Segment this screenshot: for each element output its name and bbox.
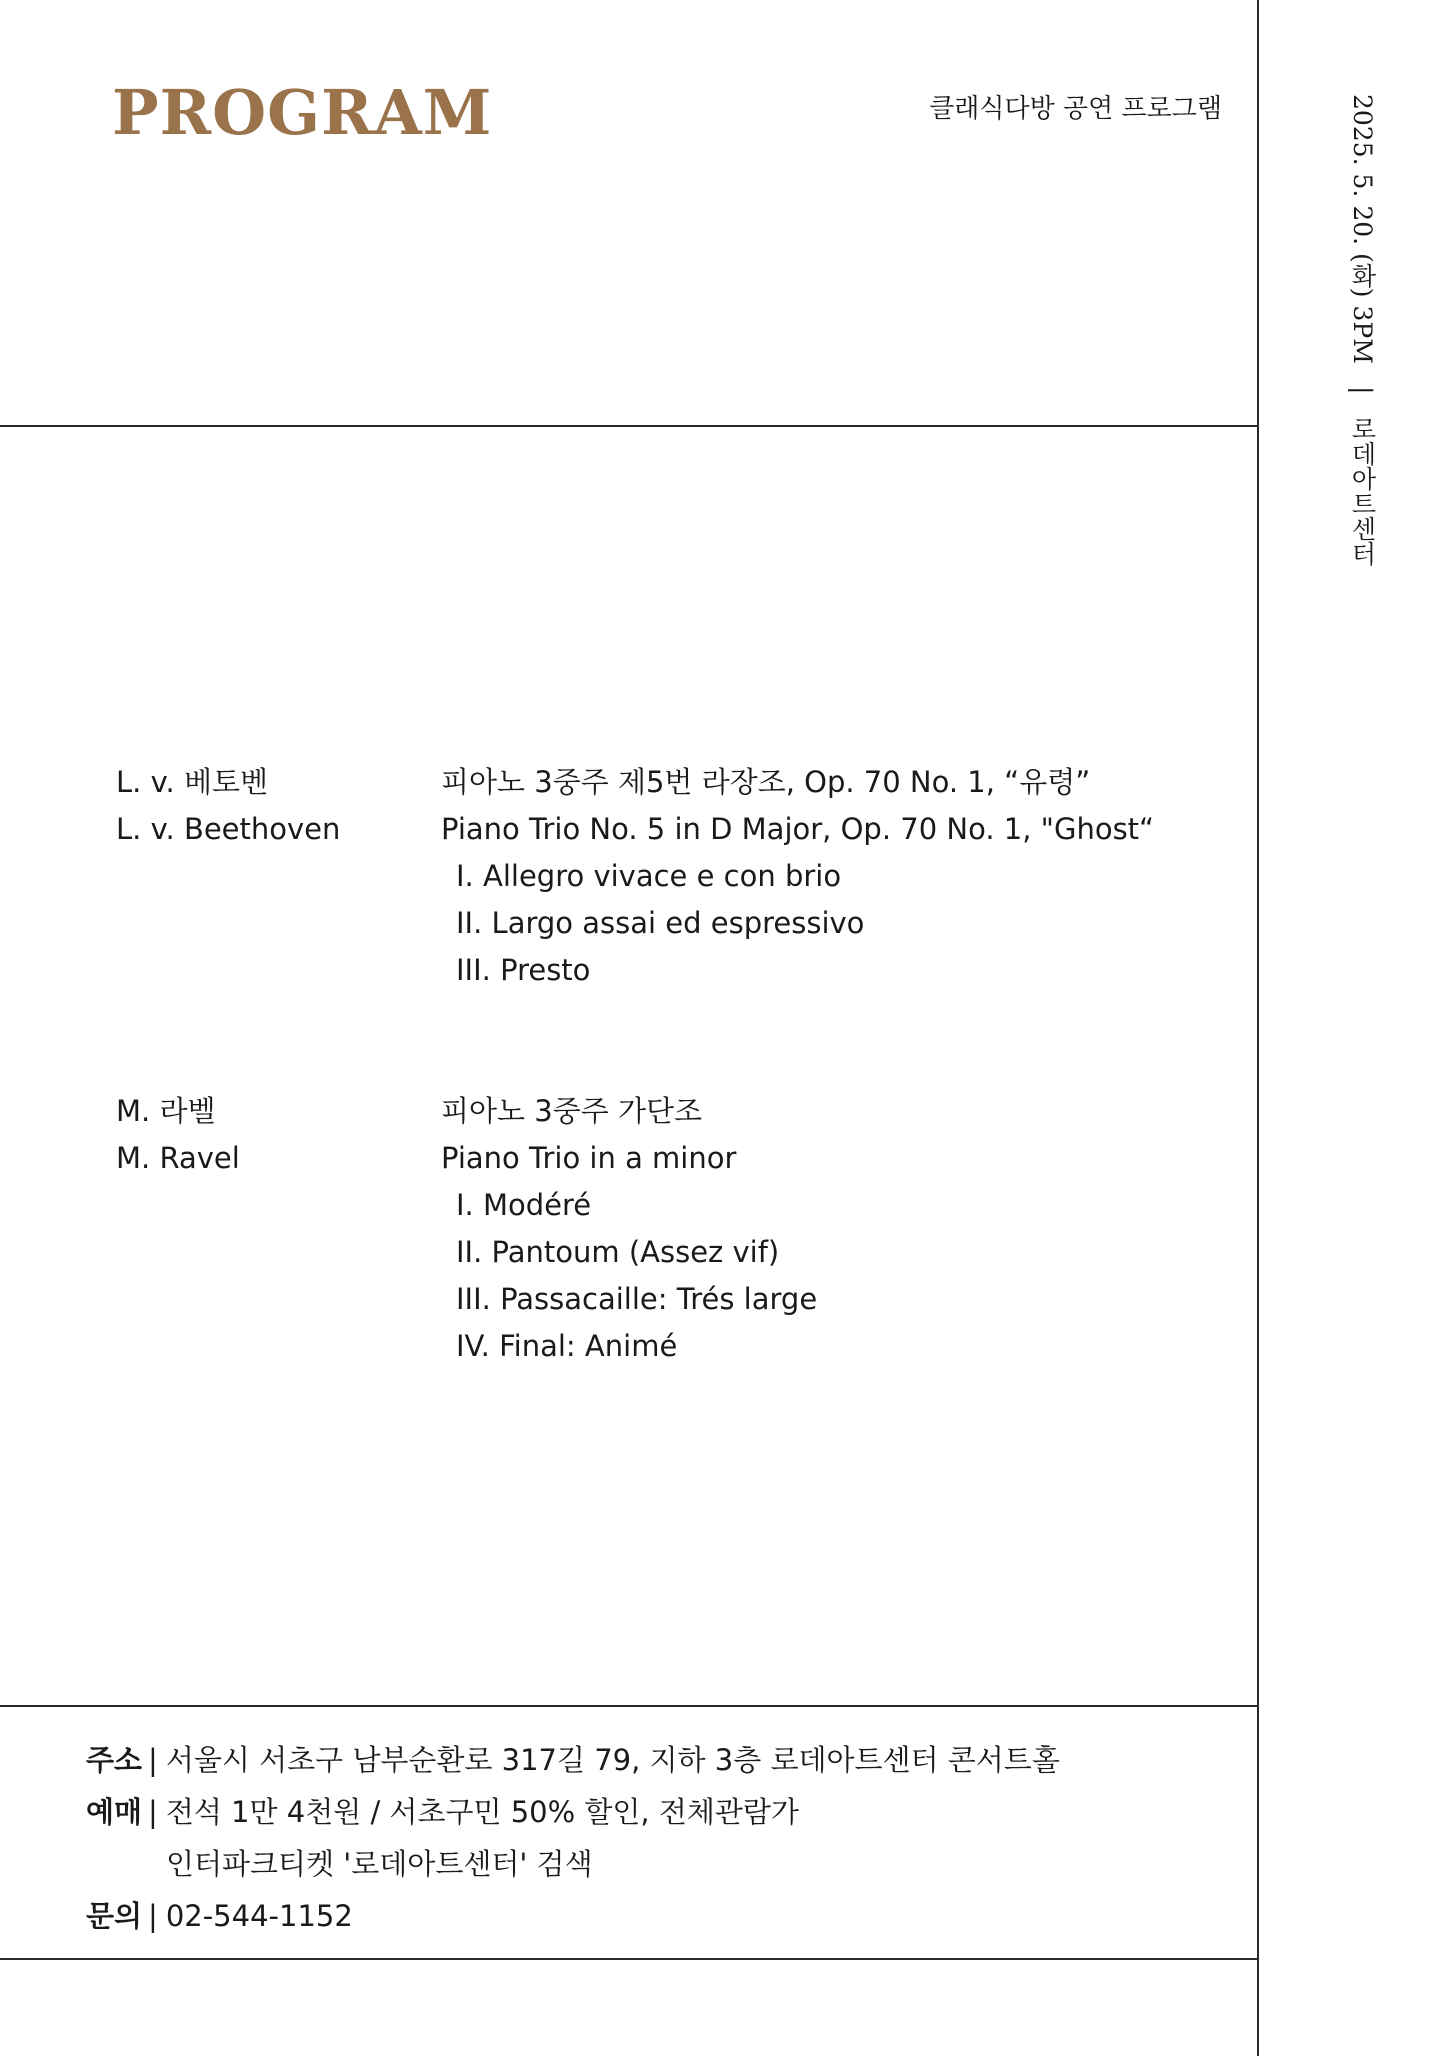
- vertical-divider: [1257, 0, 1259, 2056]
- movement: III. Passacaille: Trés large: [456, 1282, 818, 1316]
- date-venue-separator: |: [1348, 385, 1377, 395]
- page-title: PROGRAM: [112, 76, 493, 149]
- work: [441, 759, 1154, 994]
- ticket-price: 전석 1만 4천원 / 서초구민 50% 할인, 전체관람가: [165, 1795, 799, 1829]
- address-value: 서울시 서초구 남부순환로 317길 79, 지하 3층 로데아트센터 콘서트홀: [165, 1743, 1060, 1777]
- work: [441, 1088, 817, 1370]
- work-title-ko: 피아노 3중주 가단조: [441, 1094, 702, 1128]
- info-bar: |: [148, 1899, 158, 1933]
- movement: III. Presto: [456, 953, 591, 987]
- event-date-venue: [1350, 94, 1375, 566]
- composer: [116, 759, 416, 853]
- event-date-time: 2025. 5. 20. (화) 3PM: [1348, 94, 1377, 364]
- page-subtitle: 클래식다방 공연 프로그램: [929, 94, 1222, 124]
- contact-row: [86, 1890, 1060, 1942]
- movement: I. Allegro vivace e con brio: [456, 859, 842, 893]
- address-row: [86, 1734, 1060, 1786]
- ticket-where: 인터파크티켓 '로데아트센터' 검색: [166, 1847, 593, 1881]
- ticket-where-row: [86, 1838, 1060, 1890]
- work-title-ko: 피아노 3중주 제5번 라장조, Op. 70 No. 1, “유령”: [441, 765, 1091, 799]
- work-title-en: Piano Trio in a minor: [441, 1141, 737, 1175]
- contact-value: 02-544-1152: [165, 1899, 353, 1933]
- composer: [116, 1088, 416, 1182]
- movement: IV. Final: Animé: [456, 1329, 678, 1363]
- composer-name-ko: L. v. 베토벤: [116, 765, 268, 799]
- info-bar: |: [148, 1795, 158, 1829]
- contact-label: 문의: [86, 1899, 143, 1933]
- ticket-label: 예매: [86, 1795, 143, 1829]
- event-venue: 로데아트센터: [1348, 416, 1377, 567]
- composer-name-en: L. v. Beethoven: [116, 812, 341, 846]
- composer-name-en: M. Ravel: [116, 1141, 240, 1175]
- movement: I. Modéré: [456, 1188, 592, 1222]
- ticket-row: [86, 1786, 1060, 1838]
- info-bar: |: [148, 1743, 158, 1777]
- header-divider: [0, 425, 1258, 427]
- movement: II. Pantoum (Assez vif): [456, 1235, 780, 1269]
- composer-name-ko: M. 라벨: [116, 1094, 216, 1128]
- info-top-divider: [0, 1705, 1258, 1707]
- event-info: [86, 1734, 1060, 1942]
- movement: II. Largo assai ed espressivo: [456, 906, 865, 940]
- info-bottom-divider: [0, 1958, 1258, 1960]
- work-title-en: Piano Trio No. 5 in D Major, Op. 70 No. 1, "Ghost“: [441, 812, 1155, 846]
- address-label: 주소: [86, 1743, 143, 1777]
